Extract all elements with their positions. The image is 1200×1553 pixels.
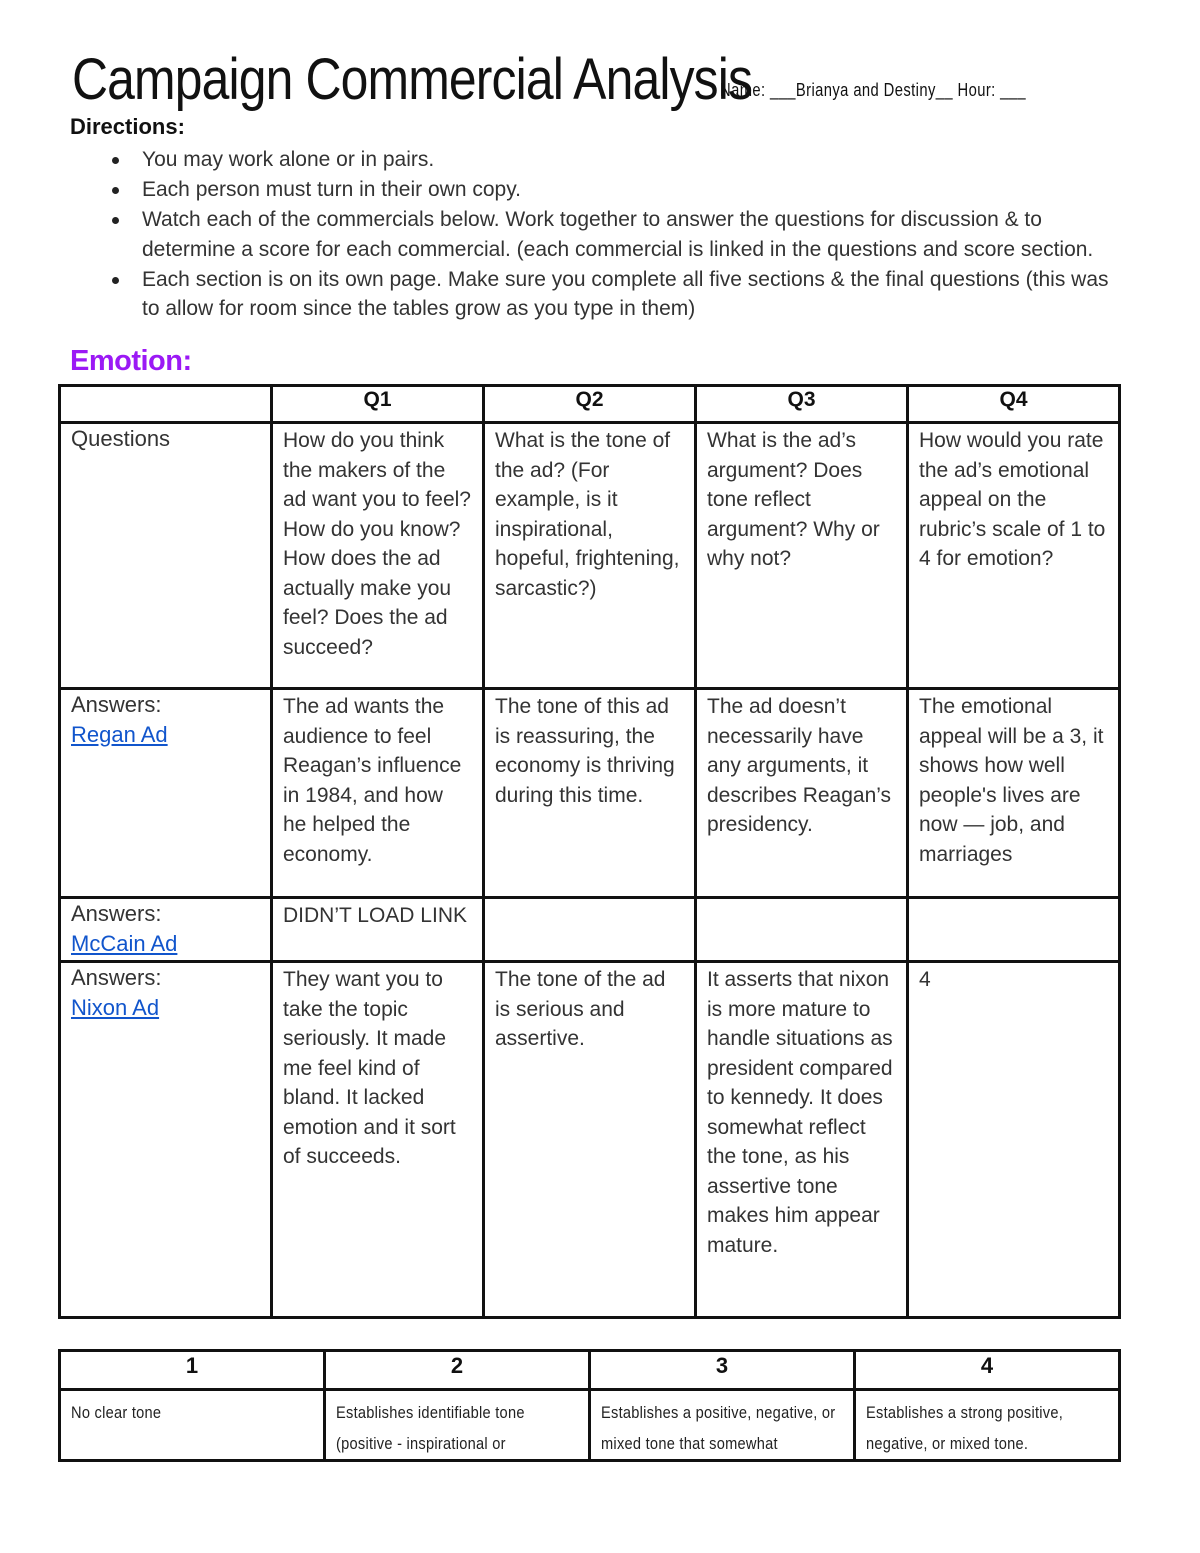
table-cell[interactable] [696,898,908,962]
table-row [60,962,1120,1318]
rubric-cell [855,1390,1120,1461]
table-cell[interactable]: The ad wants the audience to feel Reagan’s influence in 1984, and how he helped the economy. [272,689,484,898]
rubric-header-row [60,1351,1120,1390]
nixon-ad-link[interactable]: Nixon Ad [71,994,160,1020]
rubric-cell [325,1390,590,1461]
row-label [60,423,272,689]
row-label-text: Answers: [71,901,162,926]
directions-list [104,145,1114,324]
rubric-score-header: 1 [60,1351,325,1390]
column-header: Q4 [908,386,1120,423]
page-title: Campaign Commercial Analysis [72,47,753,112]
table-row [60,898,1120,962]
table-cell[interactable]: The ad doesn’t necessarily have any arguments, it describes Reagan’s presidency. [696,689,908,898]
rubric-cell-text: Establishes identifiable tone (positive - inspirational or [336,1403,525,1453]
rubric-table [58,1349,1121,1462]
rubric-row [60,1390,1120,1461]
column-header: Q1 [272,386,484,423]
rubric-score-header: 4 [855,1351,1120,1390]
row-label-text: Answers: [71,965,162,990]
table-cell[interactable]: It asserts that nixon is more mature to handle situations as president compared to kennedy. It does somewhat reflect the tone, as his assertive tone makes him appear mature. [696,962,908,1318]
table-cell[interactable]: 4 [908,962,1120,1318]
table-cell[interactable]: They want you to take the topic seriously. It made me feel kind of bland. It lacked emotion and it sort of succeeds. [272,962,484,1318]
table-cell[interactable]: How would you rate the ad’s emotional appeal on the rubric’s scale of 1 to 4 for emotion? [908,423,1120,689]
column-header: Q3 [696,386,908,423]
list-item: You may work alone or in pairs. [104,145,1114,175]
rubric-score-header: 2 [325,1351,590,1390]
row-label-text: Answers: [71,692,162,717]
section-heading-emotion: Emotion: [70,345,192,377]
table-cell[interactable]: The tone of this ad is reassuring, the economy is thriving during this time. [484,689,696,898]
list-item: Watch each of the commercials below. Work together to answer the questions for discussion & to determine a score for each commercial. (each commercial is linked in the questions and score section. [104,205,1114,264]
list-item: Each person must turn in their own copy. [104,175,1114,205]
table-header-row [60,386,1120,423]
table-row [60,689,1120,898]
column-header [60,386,272,423]
table-cell[interactable]: What is the ad’s argument? Does tone reflect argument? Why or why not? [696,423,908,689]
table-cell[interactable]: The tone of the ad is serious and assertive. [484,962,696,1318]
table-cell[interactable]: How do you think the makers of the ad want you to feel? How do you know? How does the ad actually make you feel? Does the ad succeed? [272,423,484,689]
rubric-score-header: 3 [590,1351,855,1390]
table-cell[interactable]: What is the tone of the ad? (For example, is it inspirational, hopeful, frightening, sarcastic?) [484,423,696,689]
rubric-cell-text: Establishes a strong positive, negative, or mixed tone. [866,1403,1064,1453]
name-hour-line[interactable]: Name: ___Brianya and Destiny__ Hour: ___ [720,80,1027,100]
mccain-ad-link[interactable]: McCain Ad [71,930,178,956]
column-header: Q2 [484,386,696,423]
list-item: Each section is on its own page. Make sure you complete all five sections & the final questions (this was to allow for room since the tables grow as you type in them) [104,265,1114,324]
rubric-cell [60,1390,325,1461]
row-label [60,689,272,898]
row-label-text: Questions [71,426,171,451]
row-label [60,898,272,962]
emotion-table [58,384,1121,1319]
directions-label: Directions: [70,114,185,139]
rubric-cell [590,1390,855,1461]
rubric-cell-text: No clear tone [71,1403,162,1422]
table-cell[interactable]: The emotional appeal will be a 3, it shows how well people's lives are now — job, and marriages [908,689,1120,898]
table-cell[interactable]: DIDN’T LOAD LINK [272,898,484,962]
regan-ad-link[interactable]: Regan Ad [71,721,168,747]
rubric-cell-text: Establishes a positive, negative, or mixed tone that somewhat [601,1403,836,1453]
table-row [60,423,1120,689]
table-cell[interactable] [908,898,1120,962]
table-cell[interactable] [484,898,696,962]
row-label [60,962,272,1318]
